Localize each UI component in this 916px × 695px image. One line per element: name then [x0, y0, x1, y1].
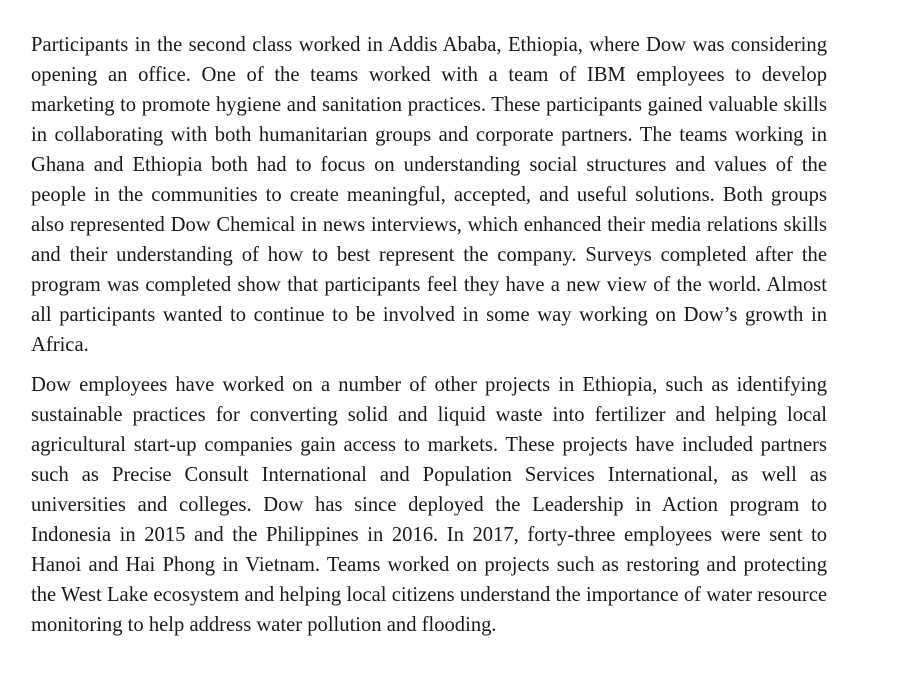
paragraph-addis-ababa-class: Participants in the second class worked in Addis Ababa, Ethiopia, where Dow was considering opening an office. One of the teams worked with a team of IBM employees to develop marketing to promote hygiene and sanitation practices. These participants gained valuable skills in collaborating with both humanitarian groups and corporate partners. The teams working in Ghana and Ethiopia both had to focus on understanding social structures and values of the people in the communities to create meaningful, accepted, and useful solutions. Both groups also represented Dow Chemical in news interviews, which enhanced their media relations skills and their understanding of how to best represent the company. Surveys completed after the program was completed show that participants feel they have a new view of the world. Almost all participants wanted to continue to be involved in some way working on Dow’s growth in Africa. — [31, 34, 827, 356]
paragraph-ethiopia-projects: Dow employees have worked on a number of other projects in Ethiopia, such as identifying sustainable practices for converting solid and liquid waste into fertilizer and helping local agricultural start-up companies gain access to markets. These projects have included partners such as Precise Consult International and Population Services International, as well as universities and colleges. Dow has since deployed the Leadership in Action program to Indonesia in 2015 and the Philippines in 2016. In 2017, forty-three employees were sent to Hanoi and Hai Phong in Vietnam. Teams worked on projects such as restoring and protecting the West Lake ecosystem and helping local citizens understand the importance of water resource monitoring to help address water pollution and flooding. — [31, 374, 827, 636]
document-page — [31, 30, 827, 640]
